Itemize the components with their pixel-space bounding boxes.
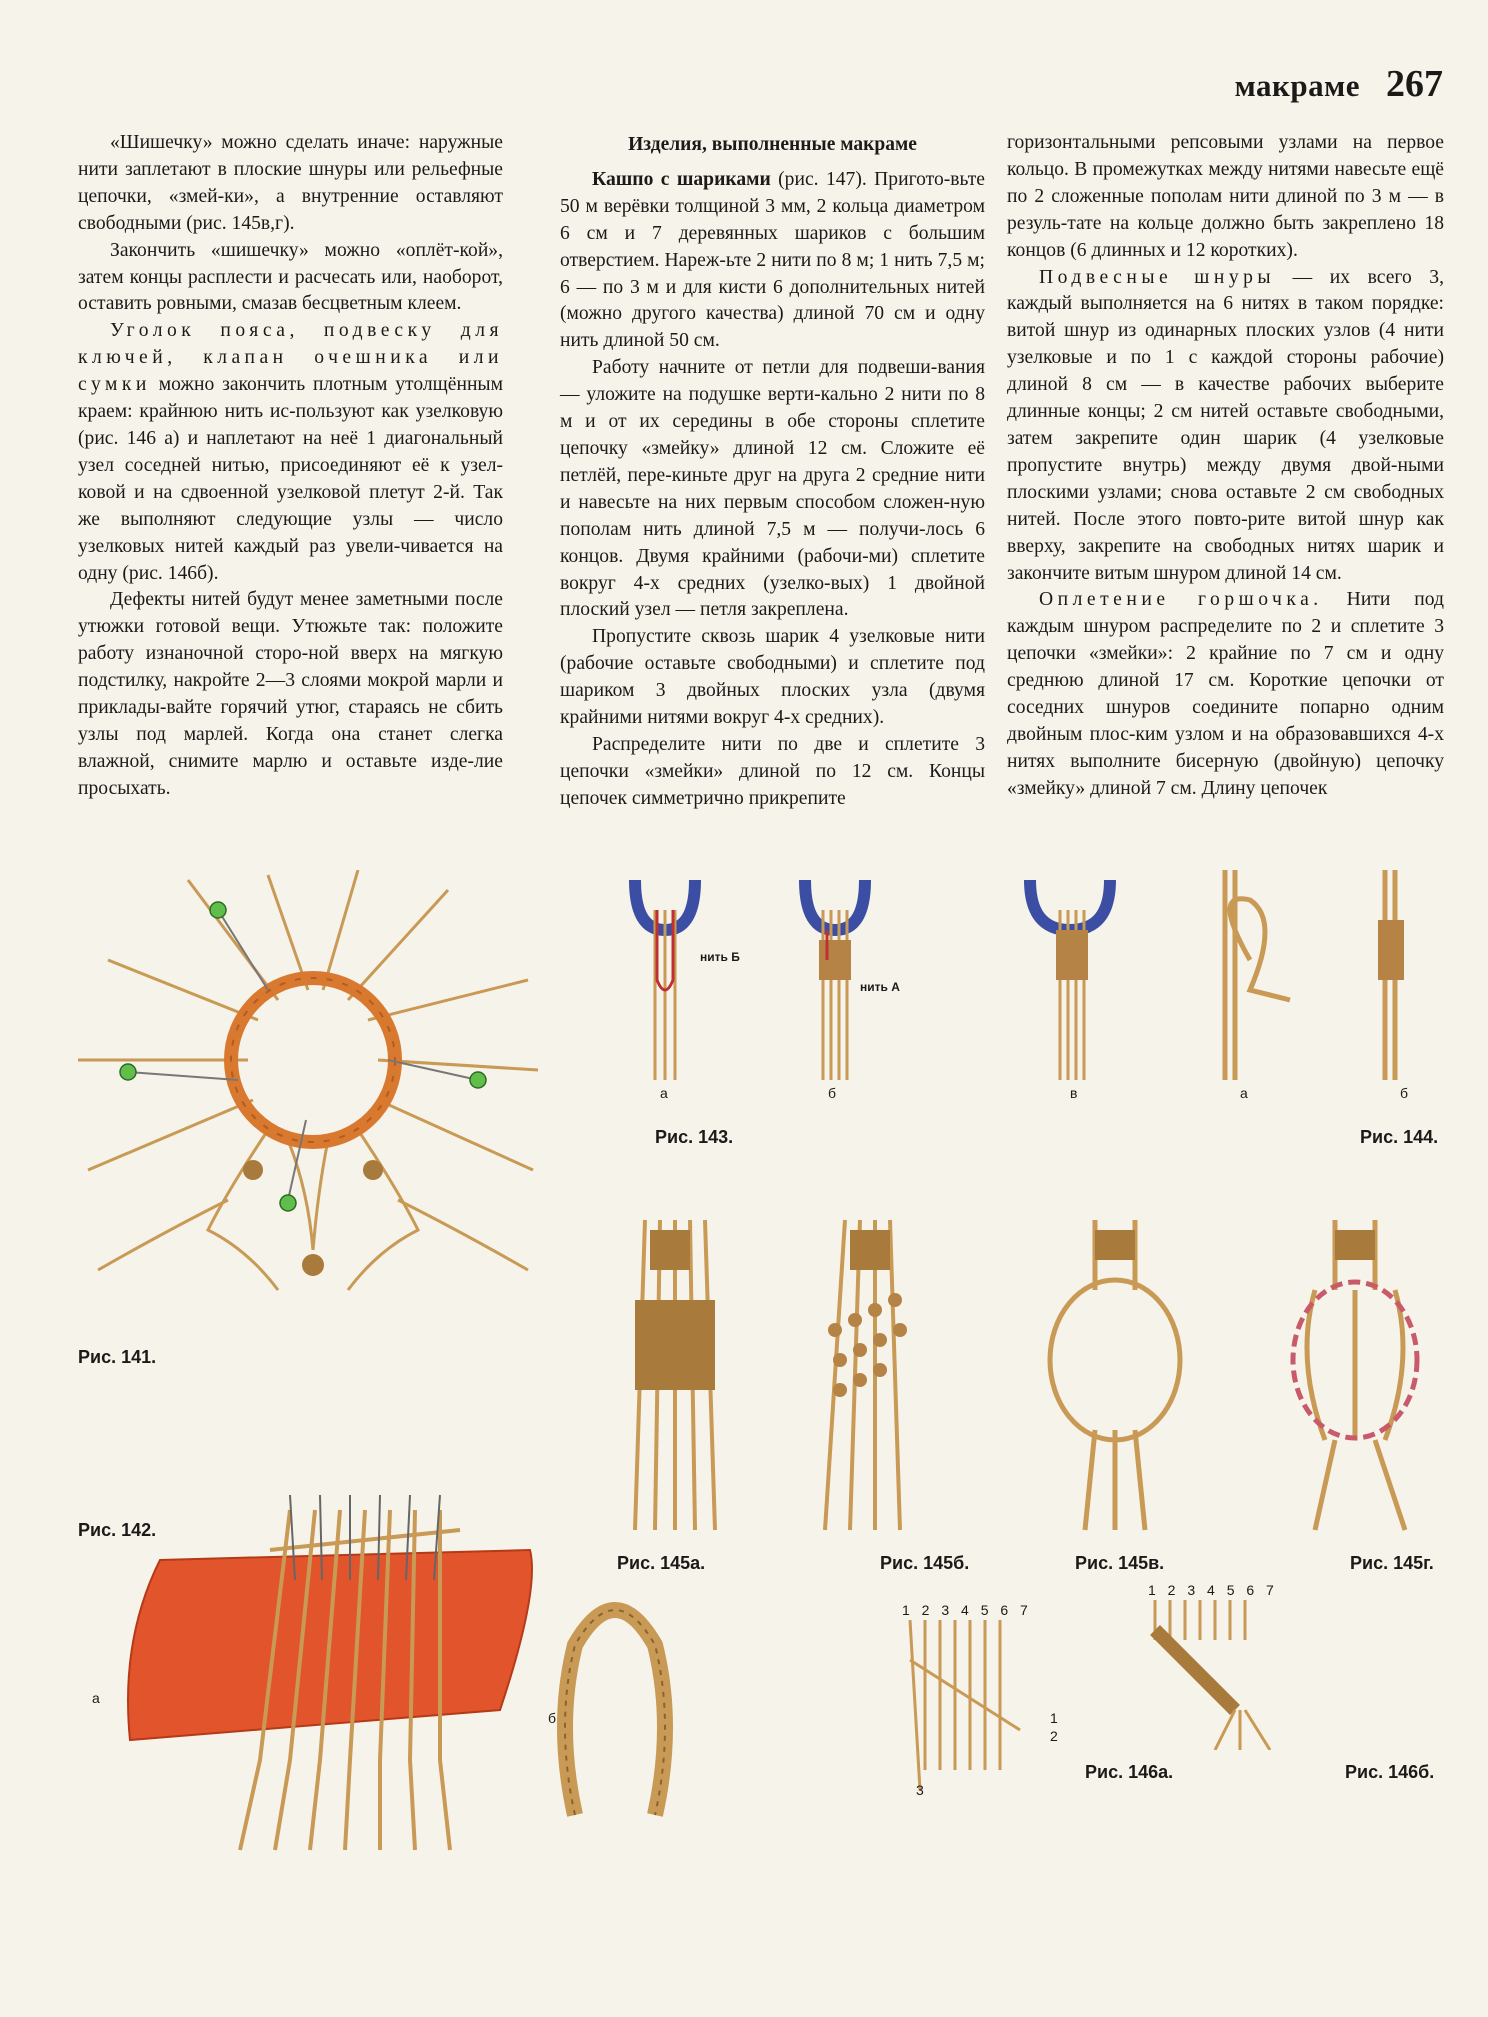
label-nit-a: нить А <box>860 980 900 994</box>
page-header <box>1235 62 1443 106</box>
caption-fig144: Рис. 144. <box>1360 1127 1439 1147</box>
number-2: 2 <box>1050 1728 1058 1744</box>
paragraph <box>1007 265 1444 588</box>
caption-fig146a: Рис. 146а. <box>1085 1762 1174 1782</box>
number-3: 3 <box>916 1782 924 1798</box>
figure-145 <box>615 1210 1455 1540</box>
paragraph: Дефекты нитей будут менее заметными после утюжки готовой вещи. Утюжьте так: положите работу изнаночной сторо-ной вверх на мягкую подстилку, накройте 2—3 слоями мокрой марли и приклады-вайте горячий утюг, стараясь не сбить узлы под марлей. Когда она станет слегка влажной, снимите марлю и оставьте изде-лие просыхать. <box>78 589 503 799</box>
text-column-3 <box>1007 130 1444 803</box>
section-title: макраме <box>1234 68 1360 103</box>
label-a: а <box>92 1690 100 1706</box>
label-v: в <box>1070 1085 1078 1101</box>
paragraph: Уголок пояса, подвеску для ключей, клапан очешника или сумки можно закончить плотным утолщённым краем: крайнюю нить ис-пользуют как узелковую (рис. 146 а) и наплетают на неё 1 диагональный узел соседней нитью, присоединяют её к узел-ковой и на сдвоенной узелковой плетут 2-й. Так же выполняют следующие узлы — число узелковых нитей каждый раз увели-чивается на одну (рис. 146б). <box>78 320 503 584</box>
caption-fig143: Рис. 143. <box>655 1127 734 1147</box>
figure-147-loop <box>545 1585 695 1825</box>
text-column-1 <box>78 130 503 803</box>
paragraph-text: — их всего 3, каждый выполняется на 6 нитях в таком порядке: витой шнур из одинарных плоских узлов (4 нити узелковые и по 1 с каждой стороны рабочие) длиной 8 см — в качестве рабочих выберите длинные концы; 2 см нитей оставьте свободными, затем закрепите один шарик (4 узелковые пропустите внутрь) между двумя двой-ными плоскими узлами; снова оставьте 2 см свободных нитей. После этого повто-рите витой шнур как вверху, закрепите на свободных нитях шарик и закончите витым шнуром длиной 14 см. <box>1007 266 1445 584</box>
paragraph: «Шишечку» можно сделать иначе: наружные нити заплетают в плоские шнуры или рельефные цепочки, «змей-ки», а внутренние оставляют свободными (рис. 145в,г). <box>78 132 503 234</box>
strand-numbers: 1 2 3 4 5 6 7 <box>1148 1582 1278 1598</box>
figure-146b <box>1145 1600 1295 1750</box>
text-column-2 <box>560 130 985 813</box>
caption-fig142: Рис. 142. <box>78 1520 157 1540</box>
paragraph <box>560 167 985 355</box>
figure-144 <box>1010 870 1440 1090</box>
spaced-term: Оплетение горшочка. <box>1039 589 1323 611</box>
item-title: Кашпо с шариками <box>592 168 771 190</box>
label-a: а <box>660 1085 668 1101</box>
spaced-term: Подвесные шнуры <box>1039 266 1276 288</box>
label-nit-b: нить Б <box>700 950 740 964</box>
label-b: б <box>828 1085 837 1101</box>
label-b: б <box>548 1710 557 1726</box>
paragraph <box>1007 587 1444 802</box>
page-number: 267 <box>1386 63 1443 105</box>
figure-146a <box>900 1620 1050 1800</box>
paragraph-text: Нити под каждым шнуром распределите по 2 и сплетите 3 цепочки «змейки»: 2 крайние по 7 см и одну среднюю длиной 17 см. Короткие цепочки от соседних шнуров соедините попарно одним двойным плос-ким узлом и на образовавшихся 4-х нитях выполните бисерную (двойную) цепочку «змейку» длиной 7 см. Длину цепочек <box>1007 589 1444 799</box>
figure-141 <box>78 870 538 1310</box>
caption-fig145b: Рис. 145б. <box>880 1553 970 1573</box>
paragraph: Распределите нити по две и сплетите 3 цепочки «змейки» длиной по 12 см. Концы цепочек симметрично прикрепите <box>560 733 985 809</box>
strand-numbers: 1 2 3 4 5 6 7 <box>902 1602 1032 1618</box>
number-1: 1 <box>1050 1710 1058 1726</box>
spaced-term: Уголок пояса, подвеску для ключей, клапан очешника или сумки <box>78 320 503 396</box>
paragraph: Пропустите сквозь шарик 4 узелковые нити (рабочие оставьте свободными) и сплетите под шариком 3 двойных плоских узла (двумя крайними нитями вокруг 4-х средних). <box>560 626 985 729</box>
section-heading: Изделия, выполненные макраме <box>628 134 917 155</box>
caption-fig146b: Рис. 146б. <box>1345 1762 1435 1782</box>
paragraph-text: (рис. 147). Пригото-вьте 50 м верёвки толщиной 3 мм, 2 кольца диаметром 6 см и 7 деревянных шариков с большим отверстием. Нареж-ьте 2 нити по 8 м; 1 нить 7,5 м; 6 — по 3 м и для кисти 6 дополнительных нитей (можно другого качества) длиной 70 см и одну нить длиной 50 см. <box>560 168 985 352</box>
caption-fig145a: Рис. 145а. <box>617 1553 706 1573</box>
paragraph: Работу начните от петли для подвеши-вания — уложите на подушке верти-кально 2 нити по 8 м и от их середины в обе стороны сплетите цепочку «змейку» длиной 12 см. Сложите её петлёй, пере-киньте друг на друга 2 средние нити и навесьте на них первым способом сложен-ную пополам нить длиной 7,5 м — получи-лось 6 концов. Двумя крайними (рабочи-ми) сплетите вокруг 4-х средних (узелко-вых) 1 двойной плоский узел — петля закреплена. <box>560 357 985 621</box>
label-a: а <box>1240 1085 1248 1101</box>
caption-fig141: Рис. 141. <box>78 1347 157 1367</box>
label-b: б <box>1400 1085 1409 1101</box>
caption-fig145v: Рис. 145в. <box>1075 1553 1165 1573</box>
caption-fig145g: Рис. 145г. <box>1350 1553 1434 1573</box>
paragraph: Закончить «шишечку» можно «оплёт-кой», затем концы расплести и расчесать или, наоборот, оставить ровными, смазав бесцветным клеем. <box>78 239 503 315</box>
paragraph: горизонтальными репсовыми узлами на первое кольцо. В промежутках между нитями навесьте ещё по 2 сложенные пополам нити длиной по 3 м — в резуль-тате на кольце должно быть закреплено 18 концов (6 длинных и 12 коротких). <box>1007 132 1444 261</box>
figure-142 <box>100 1490 540 1860</box>
